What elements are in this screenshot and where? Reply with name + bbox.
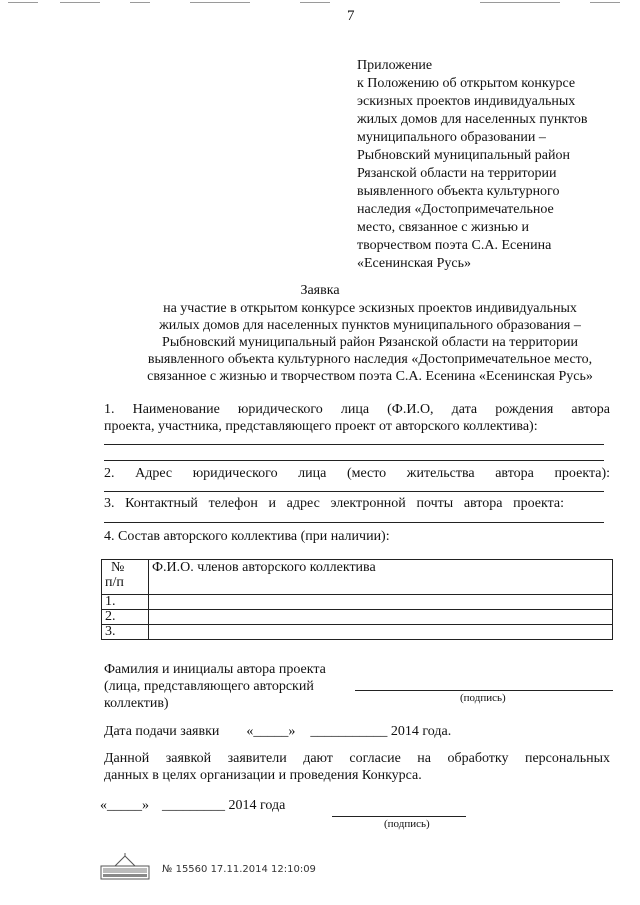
appendix-line: Рыбновский муниципальный район [357, 148, 570, 163]
subtitle-line: жилых домов для населенных пунктов муниципального образования – [159, 318, 581, 333]
appendix-line: к Положению об открытом конкурсе [357, 76, 576, 91]
registry-stamp-icon [100, 852, 150, 880]
table-header-row [102, 560, 613, 595]
author-name-label-line: Фамилия и инициалы автора проекта [104, 662, 326, 677]
page-number: 7 [347, 8, 355, 24]
appendix-line: «Есенинская Русь» [357, 256, 471, 271]
field-item-4 [104, 528, 610, 545]
bottom-signature-caption: (подпись) [384, 818, 430, 830]
appendix-line: жилых домов для населенных пунктов [357, 112, 588, 127]
day-open-quote: « [246, 724, 254, 739]
signature-caption: (подпись) [460, 692, 506, 704]
field-item-1-label-cont: проекта, участника, представляющего проект от авторского коллектива): [104, 419, 538, 434]
field-item-3 [104, 495, 564, 512]
field-item-4-label: 4. Состав авторского коллектива (при наличии): [104, 529, 390, 544]
day-close-quote: » [142, 798, 149, 813]
scan-artifact-edge [0, 0, 640, 6]
appendix-line: место, связанное с жизнью и [357, 220, 529, 235]
document-subtitle [100, 300, 640, 385]
table-row [102, 610, 613, 625]
table-header-number [102, 560, 149, 595]
appendix-line: Рязанской области на территории [357, 166, 557, 181]
table-header-names: Ф.И.О. членов авторского коллектива [149, 560, 613, 595]
appendix-line: выявленного объекта культурного [357, 184, 560, 199]
bottom-year: 2014 года [228, 798, 286, 813]
field-item-2 [104, 465, 610, 482]
day-open-quote: « [100, 798, 107, 813]
fill-line [104, 444, 604, 445]
day-blank[interactable]: _____ [107, 798, 142, 813]
consent-text [104, 750, 610, 784]
table-row-number: 1. [102, 595, 149, 610]
appendix-line: эскизных проектов индивидуальных [357, 94, 576, 109]
table-row [102, 595, 613, 610]
field-item-1-label: 1. Наименование юридического лица (Ф.И.О, дата рождения автора [104, 402, 610, 417]
table-header-number-line: № [111, 560, 125, 575]
document-title: Заявка [300, 283, 340, 298]
day-close-quote: » [288, 724, 296, 739]
table-cell-name[interactable] [149, 595, 613, 610]
table-header-number-line: п/п [105, 575, 124, 590]
registration-number: № 15560 17.11.2014 12:10:09 [162, 864, 316, 875]
consent-line: Данной заявкой заявители дают согласие на обработку персональных [104, 751, 610, 766]
table-cell-name[interactable] [149, 610, 613, 625]
month-blank[interactable]: _________ [162, 798, 225, 813]
consent-line: данных в целях организации и проведения Конкурса. [104, 768, 422, 783]
subtitle-line: Рыбновский муниципальный район Рязанской области на территории [162, 335, 578, 350]
fill-line [104, 491, 604, 492]
fill-line [104, 460, 604, 461]
author-name-label [104, 661, 326, 712]
field-item-1 [104, 401, 610, 435]
author-name-label-line: коллектив) [104, 696, 169, 711]
table-cell-name[interactable] [149, 625, 613, 640]
submission-date-row [104, 724, 451, 740]
fill-line [104, 522, 604, 523]
appendix-line: наследия «Достопримечательное [357, 202, 554, 217]
subtitle-line: на участие в открытом конкурсе эскизных проектов индивидуальных [163, 301, 577, 316]
day-blank[interactable]: _____ [253, 724, 289, 739]
table-row-number: 3. [102, 625, 149, 640]
bottom-date-row [100, 798, 285, 814]
month-blank[interactable]: ___________ [310, 724, 388, 739]
authors-table [101, 559, 613, 640]
field-item-3-label: 3. Контактный телефон и адрес электронной почты автора проекта: [104, 496, 564, 511]
table-row [102, 625, 613, 640]
subtitle-line: выявленного объекта культурного наследия «Достопримечательное место, [147, 352, 593, 367]
appendix-line: Приложение [357, 58, 433, 73]
table-row-number: 2. [102, 610, 149, 625]
subtitle-line: связанное с жизнью и творчеством поэта С.А. Есенина «Есенинская Русь» [147, 369, 593, 384]
appendix-line: творчеством поэта С.А. Есенина [357, 238, 552, 253]
appendix-line: муниципального образовании – [357, 130, 546, 145]
field-item-2-label: 2. Адрес юридического лица (место жительства автора проекта): [104, 466, 610, 481]
bottom-signature-line[interactable] [332, 816, 466, 817]
appendix-header [357, 57, 627, 273]
author-signature-line[interactable] [355, 690, 613, 691]
author-name-label-line: (лица, представляющего авторский [104, 679, 314, 694]
submission-year: 2014 года. [390, 724, 452, 739]
submission-date-label: Дата подачи заявки [104, 724, 220, 739]
